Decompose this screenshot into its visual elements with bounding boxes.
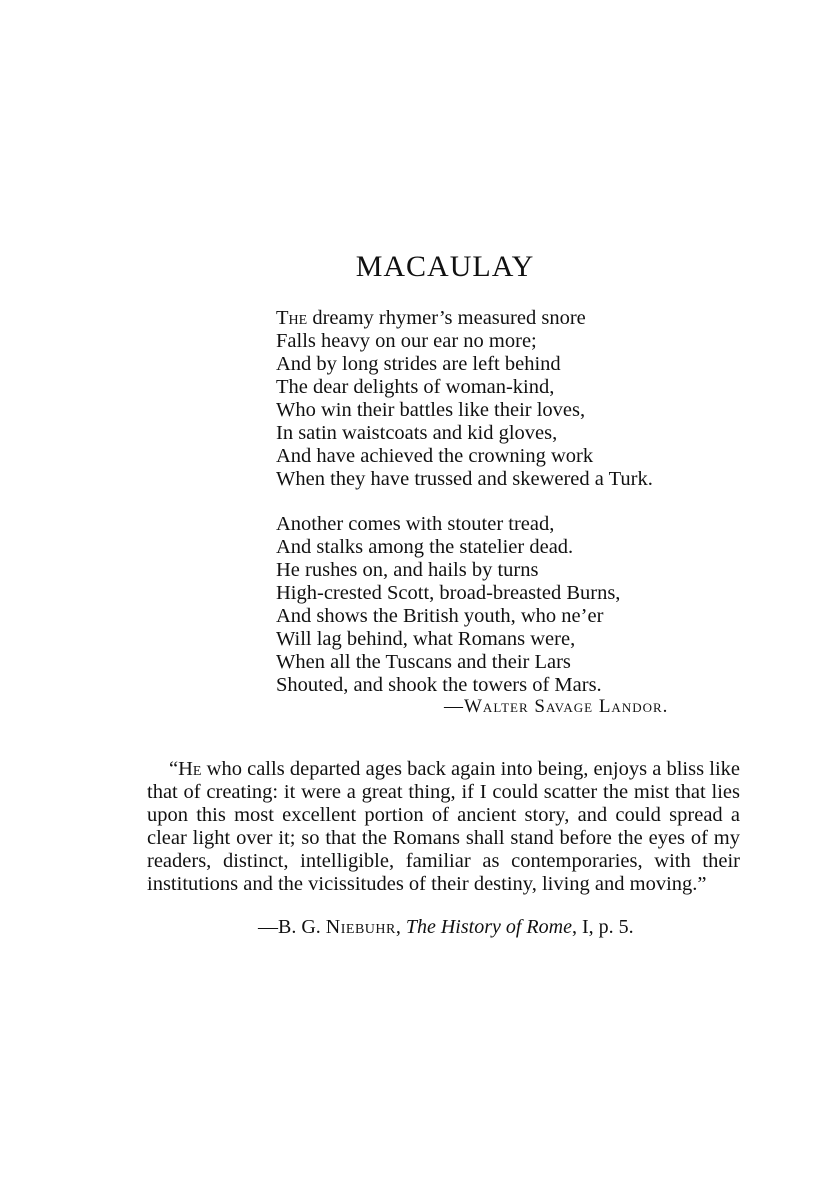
quote-attribution-author: Niebuhr <box>325 916 396 938</box>
poem-line: The dear delights of woman-kind, <box>276 376 555 398</box>
poem-line: Who win their battles like their loves, <box>276 399 586 421</box>
poem-line: And have achieved the crowning work <box>276 445 594 467</box>
quote-paragraph <box>147 758 740 896</box>
poem-line: Another comes with stouter tread, <box>276 513 555 535</box>
quote-text: who calls departed ages back again into being, enjoys a bliss like that of creating: it were a great thing, if I could scatter the mist that lies upon this most excellent portion of ancient story, and could spread a clear light over it; so that the Romans shall stand before the eyes of my readers, distinct, intelligible, familiar as contemporaries, with their institutions and the vicissitudes of their destiny, living and moving.” <box>147 758 740 895</box>
poem-line: He rushes on, and hails by turns <box>276 559 539 581</box>
poem-line: And shows the British youth, who ne’er <box>276 605 604 627</box>
poem-line: Will lag behind, what Romans were, <box>276 628 576 650</box>
poem-line: Falls heavy on our ear no more; <box>276 330 537 352</box>
poem-line: High-crested Scott, broad-breasted Burns, <box>276 582 621 604</box>
poem-line: In satin waistcoats and kid gloves, <box>276 422 558 444</box>
quote-attribution-sep: , <box>395 916 406 938</box>
poem-line: And stalks among the statelier dead. <box>276 536 574 558</box>
poem-line: Shouted, and shook the towers of Mars. <box>276 674 602 696</box>
quote-attribution <box>258 916 634 939</box>
poem-lead-word: The <box>276 307 308 329</box>
poem-line: When they have trussed and skewered a Turk. <box>276 468 653 490</box>
poem-attribution: —Walter Savage Landor. <box>444 696 669 717</box>
quote-attribution-work: The History of Rome <box>405 916 572 938</box>
quote-block <box>147 758 740 896</box>
poem-line: And by long strides are left behind <box>276 353 561 375</box>
poem-stanza-1 <box>276 307 653 491</box>
poem-line <box>276 307 653 330</box>
page-title: MACAULAY <box>355 250 535 283</box>
quote-open-mark: “ <box>169 758 179 780</box>
quote-lead-word: He <box>178 758 202 780</box>
poem-line: When all the Tuscans and their Lars <box>276 651 571 673</box>
quote-attribution-suffix: , I, p. 5. <box>571 916 634 938</box>
quote-attribution-prefix: —B. G. <box>258 916 326 938</box>
poem-stanza-2 <box>276 513 620 697</box>
poem-line-text: dreamy rhymer’s measured snore <box>307 307 586 329</box>
